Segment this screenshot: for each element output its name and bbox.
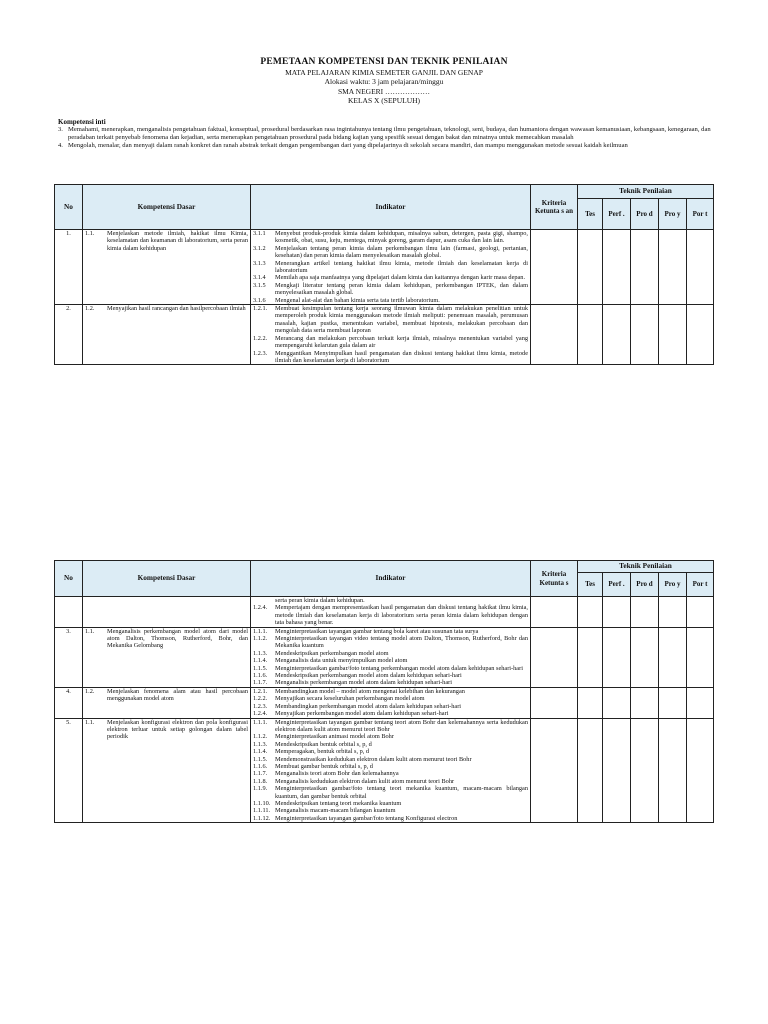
proy-cell — [659, 305, 687, 365]
indikator-text: Menganalisis kedudukan elektron dalam kulit atom menurut teori Bohr — [275, 777, 455, 785]
indikator-item — [253, 274, 528, 281]
header-prod: Pro d — [631, 199, 659, 230]
header-kompetensi-dasar: Kompetensi Dasar — [83, 185, 251, 230]
indikator-number: 1.1.3. — [253, 649, 268, 657]
indikator-text: Membandingkan perkembangan model atom dalam kehidupan sehari-hari — [275, 702, 462, 710]
indikator-number: 1.1.7. — [253, 679, 268, 687]
kompetensi-dasar-cell — [83, 305, 251, 365]
indikator-item — [253, 665, 528, 672]
kriteria-cell — [531, 687, 578, 718]
indikator-text: Menyebut produk-produk kimia dalam kehidupan, misalnya sabun, detergen, pasta gigi, shampo, kosmetik, obat, susu, keju, mentega, minyak goreng, garam dapur, asam cuka dan lain lain. — [275, 230, 528, 245]
perf-cell — [603, 597, 631, 628]
indikator-cell — [251, 230, 531, 305]
indikator-item — [253, 679, 528, 686]
indikator-text: Mendeskripsikan perkembangan model atom — [275, 649, 389, 657]
indikator-text: Menerangkan artikel tentang hakikat ilmu kimia, metode ilmiah dan keselamatan kerja di laboratorium — [275, 259, 528, 275]
kriteria-cell — [531, 718, 578, 823]
port-cell — [687, 230, 714, 305]
time-allocation: Alokasi waktu: 3 jam pelajaran/minggu — [324, 77, 444, 86]
indikator-item — [253, 350, 528, 365]
kompetensi-dasar-cell — [83, 230, 251, 305]
mapping-table-1 — [54, 184, 714, 365]
indikator-number: 3.1.3 — [253, 259, 266, 267]
indikator-text: Merancang dan melakukan percobaan terkait kerja ilmiah, misalnya menentukan variabel yang mempengaruhi kelarutan gula dalam air — [275, 334, 528, 350]
kompetensi-inti-number: 4. — [58, 142, 63, 149]
indikator-number: 1.1.2. — [253, 733, 268, 741]
kriteria-cell — [531, 305, 578, 365]
indikator-text: Menganalisis perkembangan model atom dalam kehidupan sehari-hari — [275, 679, 452, 687]
kompetensi-dasar-number: 1.1. — [85, 230, 95, 237]
indikator-number: 1.1.2. — [253, 635, 268, 643]
tes-cell — [578, 718, 603, 823]
indikator-text: Mengenal alat-alat dan bahan kimia serta tata tertib laboratorium. — [275, 296, 440, 304]
indikator-item — [253, 628, 528, 635]
header-port: Por t — [687, 199, 714, 230]
port-cell — [687, 305, 714, 365]
indikator-item — [253, 635, 528, 650]
header-prod: Pro d — [631, 573, 659, 597]
indikator-text: Menganalisis macam-macam bilangan kuantum — [275, 807, 396, 815]
indikator-item — [253, 719, 528, 734]
indikator-item — [253, 230, 528, 245]
indikator-item — [253, 245, 528, 260]
perf-cell — [603, 687, 631, 718]
header-teknik-penilaian: Teknik Penilaian — [578, 185, 714, 199]
kompetensi-dasar-text: Menjelaskan konfigurasi elektron dan pola konfigurasi elektron terluar untuk setiap golongan dalam tabel periodik — [107, 718, 248, 741]
proy-cell — [659, 627, 687, 687]
row-number: 4. — [55, 687, 83, 718]
kriteria-cell — [531, 627, 578, 687]
indikator-text: Menginterpretasikan gambar/foto tentang teori mekanika kuantum, macam-macam bilangan kuantum, dan gambar bentuk orbital — [275, 785, 528, 800]
indikator-text: Mendeskripsikan bentuk orbital s, p, d — [275, 740, 372, 748]
kompetensi-dasar-number: 1.2. — [85, 305, 95, 313]
indikator-item — [253, 672, 528, 679]
indikator-text: Mendeskripsikan tentang teori mekanika kuantum — [275, 799, 402, 807]
indikator-number: 1.1.7. — [253, 770, 268, 778]
port-cell — [687, 687, 714, 718]
indikator-text: Memilah apa saja manfaatnya yang dipelajari dalam kimia dan kaitannya dengan karir masa depan. — [275, 274, 526, 282]
port-cell — [687, 718, 714, 823]
indikator-number: 1.1.6. — [253, 762, 268, 770]
prod-cell — [631, 718, 659, 823]
indikator-number: 1.1.6. — [253, 672, 268, 680]
indikator-number: 1.1.3. — [253, 740, 268, 748]
indikator-item — [253, 297, 528, 304]
indikator-number — [253, 597, 275, 604]
header-perf: Perf . — [603, 573, 631, 597]
indikator-cell — [251, 627, 531, 687]
prod-cell — [631, 230, 659, 305]
school-name: SMA NEGERI ……………… — [337, 86, 431, 96]
port-cell — [687, 627, 714, 687]
tes-cell — [578, 687, 603, 718]
kompetensi-dasar — [85, 230, 248, 252]
prod-cell — [631, 305, 659, 365]
indikator-text: Mempertajam dengan mempresentasikan hasil pengamatan dan diskusi tentang hakikat ilmu kimia, metode ilmiah dan keselamatan kerja di laboratorium serta peran kimia dalam kehidupan dengan tata bahasa yang benar. — [275, 604, 528, 627]
indikator-text: Membuat kesimpulan tentang kerja seorang ilmuwan kimia dalam melakukan penelitian untuk memperoleh produk kimia menggunakan metode ilmiah meliputi: penemuan masalah, perumusan masalah, kajian pustka, menentukan variabel, membuat hipotesis, melakukan percobaan dan mengolah data serta membuat laporan — [275, 305, 528, 335]
indikator-cell — [251, 718, 531, 823]
indikator-item — [253, 695, 528, 702]
tes-cell — [578, 305, 603, 365]
row-number: 1. — [55, 230, 83, 305]
header-port: Por t — [687, 573, 714, 597]
indikator-text: Menginterpretasikan tayangan gambar tentang bola karet atau susunan tata surya — [275, 627, 479, 635]
kompetensi-dasar-cell — [83, 687, 251, 718]
indikator-number: 3.1.6 — [253, 296, 266, 304]
proy-cell — [659, 230, 687, 305]
indikator-item — [253, 604, 528, 626]
indikator-item — [253, 785, 528, 800]
row-number — [55, 597, 83, 628]
indikator-item — [253, 305, 528, 335]
indikator-number: 1.1.11. — [253, 807, 271, 815]
indikator-item — [253, 800, 528, 807]
document-subtitle: MATA PELAJARAN KIMIA SEMETER GANJIL DAN GENAP — [285, 67, 483, 77]
indikator-item — [253, 710, 528, 717]
indikator-text: Mengkaji literatur tentang peran kimia dalam kehidupan, perkembangan IPTEK, dan dalam menyelesaikan masalah global. — [275, 281, 528, 297]
header-proy: Pro y — [659, 199, 687, 230]
indikator-number: 1.1.8. — [253, 777, 268, 785]
indikator-number: 1.1.9. — [253, 785, 268, 793]
indikator-number: 1.2.1. — [253, 305, 268, 313]
indikator-item — [253, 657, 528, 664]
table-row — [55, 718, 714, 823]
proy-cell — [659, 597, 687, 628]
kompetensi-dasar — [85, 305, 248, 312]
header-indikator: Indikator — [251, 561, 531, 597]
indikator-text: Memperagakan, bentuk orbital s, p, d — [275, 748, 370, 756]
indikator-number: 3.1.2 — [253, 244, 266, 252]
table-row — [55, 627, 714, 687]
header-tes: Tes — [578, 573, 603, 597]
kompetensi-inti-item — [58, 142, 714, 150]
kompetensi-inti-text: Memahami, menerapkan, menganalisis pengetahuan faktual, konseptual, prosedural berdasarkan rasa ingintahunya tentang ilmu pengetahuan, teknologi, seni, budaya, dan humaniora dengan wawasan kemanusiaan, kebangsaan, kenegaraan, dan peradaban terkait penyebab fenomena dan kejadian, serta menerapkan pengetahuan prosedural pada bidang kajian yang spesifik sesuai dengan bakat dan minatnya untuk memecahkan masalah — [68, 126, 711, 141]
indikator-number: 3.1.5 — [253, 281, 266, 289]
indikator-text: Mendemonstrasikan kedudukan elektron dalam kulit atom menurut teori Bohr — [275, 755, 472, 763]
indikator-item — [253, 335, 528, 350]
kompetensi-dasar-number: 1.1. — [85, 718, 95, 726]
indikator-text: Menganalisis teori atom Bohr dan kelemahannya — [275, 770, 399, 778]
kompetensi-inti-item — [58, 126, 714, 142]
indikator-number: 3.1.1 — [253, 230, 266, 237]
document-title: PEMETAAN KOMPETENSI DAN TEKNIK PENILAIAN — [260, 57, 508, 67]
indikator-number: 1.1.4. — [253, 657, 268, 665]
indikator-number: 1.1.5. — [253, 755, 268, 763]
indikator-number: 3.1.4 — [253, 274, 266, 282]
table-row — [55, 305, 714, 365]
header-proy: Pro y — [659, 573, 687, 597]
kriteria-cell — [531, 230, 578, 305]
indikator-item — [253, 815, 528, 822]
indikator-number: 1.1.12. — [253, 814, 271, 822]
header-teknik-penilaian: Teknik Penilaian — [578, 561, 714, 573]
indikator-number: 1.2.2. — [253, 334, 268, 342]
indikator-item — [253, 748, 528, 755]
row-number: 2. — [55, 305, 83, 365]
kompetensi-inti-number: 3. — [58, 126, 63, 133]
indikator-text: Membandingkan model – model atom mengenai kelebihan dan kekurangan — [275, 687, 465, 695]
indikator-number: 1.1.5. — [253, 664, 268, 672]
indikator-item — [253, 260, 528, 275]
kompetensi-dasar-number: 1.2. — [85, 687, 95, 695]
indikator-number: 1.2.3. — [253, 349, 268, 357]
indikator-item — [253, 778, 528, 785]
tes-cell — [578, 627, 603, 687]
kompetensi-dasar-cell — [83, 597, 251, 628]
header-indikator: Indikator — [251, 185, 531, 230]
kriteria-cell — [531, 597, 578, 628]
indikator-item — [253, 282, 528, 297]
header-kriteria: Kriteria Ketunta s — [531, 561, 578, 597]
perf-cell — [603, 718, 631, 823]
kompetensi-inti-text: Mengolah, menalar, dan menyaji dalam ranah konkret dan ranah abstrak terkait dengan pengembangan dari yang dipelajarinya di sekolah secara mandiri, dan mampu menggunakan metode sesuai kaidah keilmuan — [68, 142, 628, 149]
kompetensi-dasar-number: 1.1. — [85, 627, 95, 635]
document-header — [0, 58, 768, 106]
indikator-text: serta peran kimia dalam kehidupan. — [275, 597, 365, 604]
header-kriteria: Kriteria Ketunta s an — [531, 185, 578, 230]
kompetensi-dasar — [85, 628, 248, 650]
indikator-item — [253, 770, 528, 777]
indikator-text: Menyajikan perkembangan model atom dalam kehidupan sehari-hari — [275, 710, 449, 718]
kompetensi-dasar-text: Menjelaskan fenomena alam atau hasil percobaan menggunakan model atom — [107, 687, 248, 703]
indikator-text: Menganalisis data untuk menyimpulkan model atom — [275, 657, 408, 665]
indikator-number: 1.2.3. — [253, 702, 268, 710]
proy-cell — [659, 718, 687, 823]
indikator-number: 1.2.4. — [253, 604, 268, 612]
indikator-item — [253, 650, 528, 657]
perf-cell — [603, 230, 631, 305]
indikator-number: 1.2.2. — [253, 695, 268, 703]
row-number: 5. — [55, 718, 83, 823]
kompetensi-inti-title: Kompetensi inti — [58, 118, 106, 126]
indikator-cell — [251, 687, 531, 718]
header-perf: Perf . — [603, 199, 631, 230]
table-row — [55, 230, 714, 305]
indikator-item — [253, 756, 528, 763]
indikator-item — [253, 733, 528, 740]
prod-cell — [631, 597, 659, 628]
indikator-item — [253, 807, 528, 814]
indikator-text: Menggantikan Menyimpulkan hasil pengamatan dan diskusi tentang hakikat ilmu kimia, metode ilmiah dan keselamatan kerja di laboratorium — [275, 349, 528, 364]
indikator-number: 1.1.1. — [253, 718, 268, 726]
indikator-text: Menginterpretasikan tayangan gambar tentang teori atom Bohr dan kelemahannya serta kedudukan elektron dalam kulit atom menurut teori Bohr — [275, 718, 528, 733]
indikator-cell — [251, 305, 531, 365]
indikator-text: Menyajikan secara keseluruhan perkembangan model atom — [275, 695, 425, 703]
class-label: KELAS X (SEPULUH) — [347, 96, 421, 105]
kompetensi-inti — [58, 118, 714, 150]
header-no: No — [55, 561, 83, 597]
kompetensi-dasar-cell — [83, 627, 251, 687]
indikator-item — [253, 741, 528, 748]
prod-cell — [631, 627, 659, 687]
indikator-text: Menginterpretasikan gambar/foto tentang perkembangan model atom dalam kehidupan sehari-hari — [275, 664, 523, 672]
table-row — [55, 687, 714, 718]
header-kompetensi-dasar: Kompetensi Dasar — [83, 561, 251, 597]
kompetensi-dasar-text: Menyajikan hasil rancangan dan hasilpercobaan ilmiah — [107, 305, 246, 313]
indikator-number: 1.1.10. — [253, 799, 271, 807]
indikator-text: Menginterpretasikan animasi model atom Bohr — [275, 733, 394, 741]
kompetensi-dasar — [85, 688, 248, 703]
indikator-item — [253, 597, 528, 604]
kompetensi-dasar-text: Menganalisis perkembangan model atom dari model atom Dalton, Thomson, Rutherford, Bohr, dan Mekanika Gelombang — [107, 627, 248, 650]
perf-cell — [603, 627, 631, 687]
mapping-table-2 — [54, 560, 714, 823]
kompetensi-dasar-text: Menjelaskan metode ilmiah, hakikat ilmu Kimia, keselamatan dan keamanan di laboratorium, serta peran kimia dalam kehidupan — [107, 230, 248, 252]
indikator-number: 1.2.4. — [253, 710, 268, 718]
port-cell — [687, 597, 714, 628]
indikator-text: Mendeskripsikan perkembangan model atom dalam kehidupan sehari-hari — [275, 672, 462, 680]
indikator-text: Menjelaskan tentang peran kimia dalam perkembangan ilmu lain (farmasi, geologi, pertanian, kesehatan) dan peran kimia dalam menyelesaikan masalah global. — [275, 244, 528, 260]
indikator-item — [253, 688, 528, 695]
kompetensi-dasar-cell — [83, 718, 251, 823]
header-tes: Tes — [578, 199, 603, 230]
indikator-item — [253, 703, 528, 710]
indikator-number: 1.1.4. — [253, 748, 268, 756]
kompetensi-dasar — [85, 719, 248, 741]
perf-cell — [603, 305, 631, 365]
prod-cell — [631, 687, 659, 718]
indikator-cell — [251, 597, 531, 628]
indikator-item — [253, 763, 528, 770]
indikator-text: Membuat gambar bentuk orbital s, p, d — [275, 762, 373, 770]
indikator-number: 1.1.1. — [253, 627, 268, 635]
indikator-number: 1.2.1. — [253, 687, 268, 695]
indikator-text: Menginterpretasikan tayangan video tentang model atom Dalton, Thomson, Rutherford, Bohr dan Mekanika kuantum — [275, 635, 528, 650]
tes-cell — [578, 230, 603, 305]
indikator-text: Menginterpretasikan tayangan gambar/foto tentang Konfigurasi electron — [275, 814, 458, 822]
proy-cell — [659, 687, 687, 718]
header-no: No — [55, 185, 83, 230]
tes-cell — [578, 597, 603, 628]
table-row — [55, 597, 714, 628]
row-number: 3. — [55, 627, 83, 687]
